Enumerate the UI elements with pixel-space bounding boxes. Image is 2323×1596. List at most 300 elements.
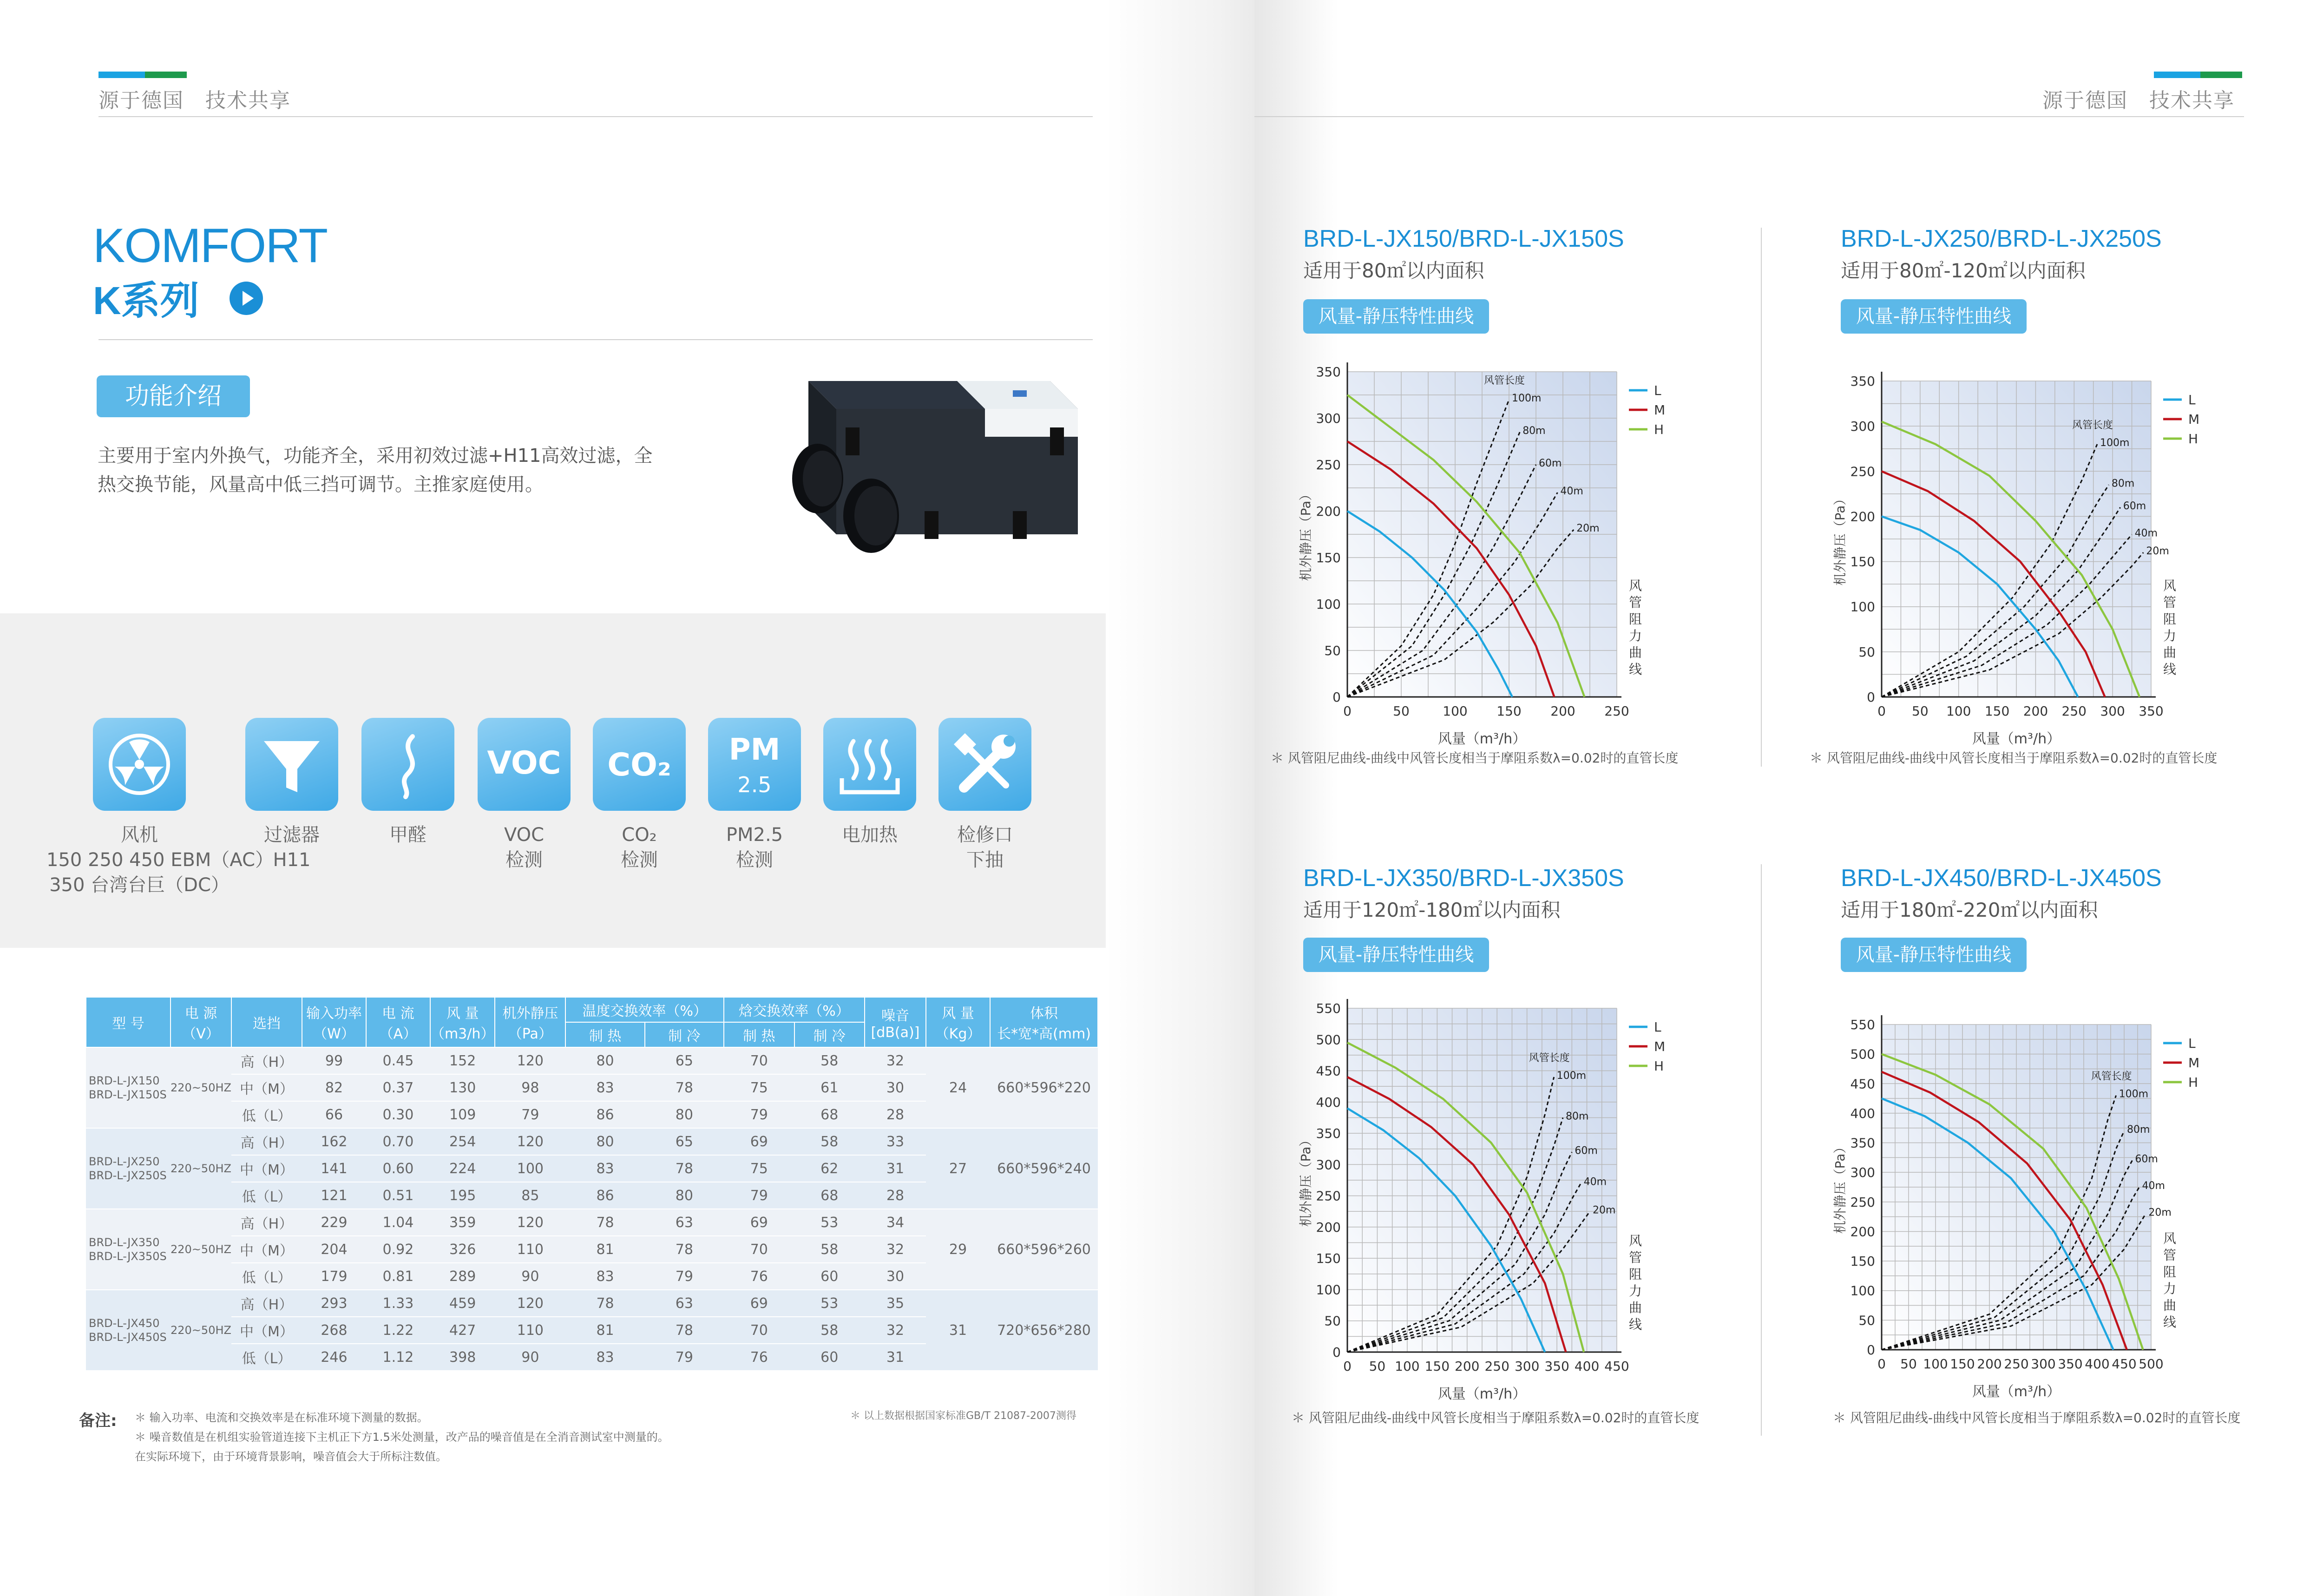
cell-gear: 低（L） [231, 1344, 302, 1371]
cell-value: 1.22 [366, 1317, 430, 1344]
x-tick-label: 250 [2004, 1356, 2029, 1372]
note-item: 在实际环境下，由于环境背景影响，噪音值会大于所标注数值。 [135, 1450, 447, 1463]
feature-voc-line1: VOC [504, 824, 545, 846]
header-accent-green [145, 72, 187, 78]
cell-value: 33 [865, 1128, 926, 1155]
duct-side-label: 力 [1628, 628, 1642, 644]
y-tick-label: 400 [1316, 1094, 1341, 1110]
cell-value: 359 [430, 1209, 495, 1236]
cell-value: 78 [645, 1317, 724, 1344]
cell-value: 58 [794, 1317, 865, 1344]
x-tick-label: 400 [1574, 1359, 1600, 1374]
cell-value: 53 [794, 1290, 865, 1317]
cell-value: 69 [724, 1290, 794, 1317]
duct-side-label: 风 [2163, 578, 2177, 593]
cell-value: 32 [865, 1047, 926, 1074]
cell-value: 30 [865, 1263, 926, 1290]
th-enth-cool: 制 冷 [794, 1022, 865, 1047]
duct-length-label: 40m [2142, 1180, 2165, 1192]
duct-side-label: 阻 [1628, 1267, 1642, 1282]
cell-value: 79 [495, 1101, 565, 1128]
y-tick-label: 200 [1316, 1219, 1341, 1235]
y-tick-label: 550 [1316, 1001, 1341, 1016]
cell-value: 0.70 [366, 1128, 430, 1155]
th-enth-eff: 焓交换效率（%） [724, 997, 865, 1022]
fan-icon [93, 718, 186, 811]
right-header-tagline: 源于德国 技术共享 [2042, 89, 2235, 112]
duct-side-label: 曲 [1628, 645, 1642, 660]
duct-side-label: 管 [1628, 595, 1642, 610]
y-tick-label: 350 [1850, 1135, 1875, 1151]
duct-length-label: 80m [1522, 425, 1546, 437]
cell-value: 224 [430, 1155, 495, 1182]
chart-tag-250: 风量-静压特性曲线 [1841, 299, 2027, 334]
cell-value: 83 [565, 1074, 644, 1101]
cell-volume: 720*656*280 [990, 1290, 1098, 1371]
cell-value: 78 [645, 1074, 724, 1101]
cell-value: 62 [794, 1155, 865, 1182]
cell-value: 1.04 [366, 1209, 430, 1236]
duct-length-title: 风管长度 [2091, 1071, 2132, 1083]
x-tick-label: 0 [1877, 1356, 1886, 1372]
duct-length-label: 40m [1560, 486, 1583, 497]
cell-value: 63 [645, 1209, 724, 1236]
cell-value: 0.51 [366, 1182, 430, 1209]
cell-weight: 24 [926, 1047, 990, 1128]
model-title-250: BRD-L-JX250/BRD-L-JX250S [1841, 225, 2162, 252]
y-tick-label: 500 [1850, 1046, 1875, 1062]
cell-value: 459 [430, 1290, 495, 1317]
x-tick-label: 450 [1604, 1359, 1629, 1374]
cell-volume: 660*596*240 [990, 1128, 1098, 1209]
cell-value: 0.30 [366, 1101, 430, 1128]
x-tick-label: 150 [1984, 703, 2010, 719]
right-header-accent-blue [2154, 72, 2200, 78]
x-tick-label: 500 [2139, 1356, 2164, 1372]
cell-value: 78 [645, 1155, 724, 1182]
cell-value: 120 [495, 1128, 565, 1155]
notes-label: 备注: [79, 1412, 117, 1430]
cell-value: 75 [724, 1074, 794, 1101]
duct-length-title: 风管长度 [2072, 420, 2113, 431]
x-tick-label: 100 [1946, 703, 1971, 719]
table-row [86, 1209, 1098, 1236]
x-axis-label: 风量（m³/h） [1437, 1386, 1527, 1402]
duct-length-label: 20m [2148, 1207, 2172, 1219]
cell-volume: 660*596*220 [990, 1047, 1098, 1128]
cell-value: 68 [794, 1182, 865, 1209]
x-tick-label: 250 [1604, 703, 1629, 719]
cell-value: 109 [430, 1101, 495, 1128]
cell-weight: 29 [926, 1209, 990, 1290]
model-name: BRD-L-JX250S [89, 1169, 167, 1182]
legend-label-L: L [2188, 1036, 2196, 1051]
cell-value: 65 [645, 1128, 724, 1155]
cell-value: 120 [495, 1209, 565, 1236]
cell-value: 53 [794, 1209, 865, 1236]
x-tick-label: 100 [1443, 703, 1468, 719]
model-name: BRD-L-JX250 [89, 1155, 160, 1168]
cell-value: 120 [495, 1047, 565, 1074]
x-tick-label: 200 [1455, 1359, 1480, 1374]
duct-length-label: 20m [2146, 545, 2169, 558]
y-tick-label: 250 [1316, 1188, 1341, 1204]
cell-value: 0.81 [366, 1263, 430, 1290]
cell-value: 30 [865, 1074, 926, 1101]
th-noise: 噪音 [dB(a)] [865, 997, 926, 1047]
table-row [86, 1290, 1098, 1317]
feature-label-heater [823, 822, 916, 847]
cell-value: 81 [565, 1317, 644, 1344]
cell-value: 152 [430, 1047, 495, 1074]
product-image [753, 362, 1106, 581]
y-tick-label: 300 [1316, 411, 1341, 426]
legend-label-M: M [2188, 1055, 2200, 1071]
x-tick-label: 300 [1514, 1359, 1540, 1374]
th-volume: 体积 长*宽*高(mm) [990, 997, 1098, 1047]
model-title-350: BRD-L-JX350/BRD-L-JX350S [1303, 865, 1624, 892]
cell-value: 80 [565, 1047, 644, 1074]
duct-side-label: 阻 [2163, 1264, 2177, 1280]
x-tick-label: 100 [1395, 1359, 1420, 1374]
x-tick-label: 50 [1393, 703, 1410, 719]
x-tick-label: 200 [2023, 703, 2048, 719]
feature-fan-line1: 风机 [121, 824, 158, 846]
feature-fan-line2: 150 250 450 EBM（AC） [46, 849, 274, 871]
duct-side-label: 力 [1628, 1283, 1642, 1299]
cell-power: 220~50HZ [171, 1128, 231, 1209]
feature-service-line1: 检修口 [957, 824, 1013, 846]
duct-side-label: 曲 [2163, 1298, 2177, 1313]
duct-length-label: 100m [1556, 1070, 1587, 1082]
chart-footnote-450: ＊ 风管阻尼曲线-曲线中风管长度相当于摩阻系数λ=0.02时的直管长度 [1833, 1410, 2241, 1425]
y-tick-label: 400 [1850, 1105, 1875, 1121]
cell-value: 31 [865, 1155, 926, 1182]
table-row [86, 1128, 1098, 1155]
y-tick-label: 300 [1850, 1165, 1875, 1181]
pm25-icon [708, 718, 801, 811]
duct-length-label: 20m [1576, 523, 1600, 534]
cell-value: 80 [565, 1128, 644, 1155]
cell-value: 90 [495, 1344, 565, 1371]
cell-value: 268 [302, 1317, 366, 1344]
cell-value: 76 [724, 1344, 794, 1371]
cell-value: 58 [794, 1128, 865, 1155]
y-tick-label: 0 [1867, 1342, 1875, 1358]
y-tick-label: 450 [1316, 1063, 1341, 1079]
cell-gear: 中（M） [231, 1236, 302, 1263]
duct-side-label: 管 [2163, 595, 2177, 610]
cell-value: 78 [645, 1236, 724, 1263]
model-title-450: BRD-L-JX450/BRD-L-JX450S [1841, 865, 2162, 892]
chart-separator-top [1761, 228, 1762, 767]
y-tick-label: 200 [1850, 1224, 1875, 1240]
feature-label-co2 [593, 822, 686, 873]
duct-length-label: 80m [2127, 1124, 2150, 1136]
cell-value: 204 [302, 1236, 366, 1263]
cell-value: 1.12 [366, 1344, 430, 1371]
feature-label-voc [478, 822, 571, 873]
x-tick-label: 400 [2085, 1356, 2110, 1372]
cell-value: 63 [645, 1290, 724, 1317]
th-model: 型 号 [86, 997, 171, 1047]
cell-value: 195 [430, 1182, 495, 1209]
duct-length-label: 40m [2134, 527, 2158, 539]
cell-value: 100 [495, 1155, 565, 1182]
cell-value: 81 [565, 1236, 644, 1263]
y-tick-label: 450 [1850, 1076, 1875, 1092]
cell-value: 110 [495, 1317, 565, 1344]
legend-label-M: M [1654, 402, 1666, 418]
right-header-accent-green [2200, 72, 2242, 78]
duct-side-label: 线 [2163, 1314, 2177, 1330]
play-icon[interactable] [230, 282, 263, 315]
feature-label-formaldehyde [361, 822, 454, 847]
notes-list [135, 1408, 669, 1466]
x-axis-label: 风量（m³/h） [1437, 731, 1527, 747]
cell-gear: 高（H） [231, 1047, 302, 1074]
cell-value: 60 [794, 1263, 865, 1290]
x-axis-label: 风量（m³/h） [1972, 731, 2061, 747]
cell-value: 61 [794, 1074, 865, 1101]
feature-service-line2: 下抽 [966, 849, 1004, 871]
duct-side-label: 管 [1628, 1250, 1642, 1265]
y-tick-label: 200 [1316, 504, 1341, 519]
duct-length-label: 80m [1566, 1110, 1589, 1123]
cell-value: 34 [865, 1209, 926, 1236]
cell-value: 98 [495, 1074, 565, 1101]
cell-gear: 中（M） [231, 1155, 302, 1182]
table-row [86, 1047, 1098, 1074]
y-tick-label: 100 [1850, 599, 1875, 615]
cell-value: 58 [794, 1236, 865, 1263]
pm-badge: PM [728, 733, 781, 767]
legend-label-M: M [1654, 1039, 1666, 1054]
chart-450 [1826, 1006, 2244, 1415]
duct-length-title: 风管长度 [1529, 1052, 1570, 1064]
y-tick-label: 350 [1850, 374, 1875, 389]
chart-separator-bottom [1761, 864, 1762, 1436]
y-tick-label: 100 [1316, 1282, 1341, 1298]
legend-label-M: M [2188, 412, 2200, 427]
cell-value: 69 [724, 1209, 794, 1236]
duct-side-label: 力 [2163, 1281, 2177, 1296]
feature-voc-line2: 检测 [505, 849, 543, 871]
cell-model [86, 1290, 171, 1371]
y-tick-label: 150 [1316, 1251, 1341, 1267]
chart-footnote-150: ＊ 风管阻尼曲线-曲线中风管长度相当于摩阻系数λ=0.02时的直管长度 [1271, 750, 1679, 766]
voc-icon [478, 718, 571, 811]
x-tick-label: 0 [1877, 703, 1886, 719]
y-axis-label: 机外静压（Pa） [1298, 487, 1313, 581]
y-tick-label: 100 [1316, 597, 1341, 612]
duct-length-label: 60m [2123, 500, 2146, 512]
formaldehyde-icon [361, 718, 454, 811]
cell-value: 179 [302, 1263, 366, 1290]
cell-value: 65 [645, 1047, 724, 1074]
cell-value: 229 [302, 1209, 366, 1236]
duct-side-label: 风 [2163, 1231, 2177, 1246]
x-tick-label: 50 [1369, 1359, 1386, 1374]
cell-value: 80 [645, 1182, 724, 1209]
y-tick-label: 300 [1850, 419, 1875, 434]
y-tick-label: 50 [1324, 643, 1341, 658]
x-tick-label: 350 [2139, 703, 2164, 719]
legend-label-H: H [2188, 431, 2198, 447]
x-tick-label: 250 [2061, 703, 2087, 719]
duct-side-label: 阻 [1628, 611, 1642, 627]
cell-model [86, 1209, 171, 1290]
model-name: BRD-L-JX150 [89, 1074, 160, 1087]
y-tick-label: 250 [1850, 1194, 1875, 1210]
cell-gear: 中（M） [231, 1074, 302, 1101]
cell-value: 0.37 [366, 1074, 430, 1101]
title-divider [98, 339, 1093, 340]
model-area-250: 适用于80㎡-120㎡以内面积 [1841, 259, 2086, 282]
feature-fan-line3: 350 台湾台巨（DC） [49, 874, 230, 896]
cell-value: 130 [430, 1074, 495, 1101]
y-tick-label: 0 [1332, 690, 1341, 705]
duct-side-label: 线 [1628, 1317, 1642, 1332]
feature-formaldehyde-line1: 甲醛 [389, 824, 427, 846]
voc-badge: VOC [487, 745, 561, 782]
x-tick-label: 300 [2031, 1356, 2056, 1372]
legend-label-H: H [1654, 422, 1664, 437]
feature-heater-line1: 电加热 [842, 824, 898, 846]
legend-label-H: H [2188, 1075, 2198, 1090]
cell-weight: 27 [926, 1128, 990, 1209]
cell-gear: 高（H） [231, 1290, 302, 1317]
model-area-450: 适用于180㎡-220㎡以内面积 [1841, 899, 2098, 921]
feature-co2-line2: 检测 [621, 849, 658, 871]
duct-side-label: 线 [1628, 662, 1642, 677]
chart-tag-450: 风量-静压特性曲线 [1841, 938, 2027, 972]
right-header-divider [1254, 116, 2244, 117]
model-title-150: BRD-L-JX150/BRD-L-JX150S [1303, 225, 1624, 252]
feature-pm25-line2: 检测 [736, 849, 773, 871]
th-weight: 风 量 （Kg） [926, 997, 990, 1047]
model-name: BRD-L-JX450 [89, 1317, 160, 1330]
duct-length-label: 60m [1539, 458, 1562, 469]
cell-power: 220~50HZ [171, 1047, 231, 1128]
y-tick-label: 200 [1850, 509, 1875, 525]
brand-title: KOMFORT [93, 219, 328, 273]
cell-value: 75 [724, 1155, 794, 1182]
cell-value: 60 [794, 1344, 865, 1371]
x-tick-label: 50 [1912, 703, 1929, 719]
cell-value: 83 [565, 1263, 644, 1290]
y-tick-label: 100 [1850, 1283, 1875, 1299]
legend-label-L: L [1654, 383, 1661, 398]
cell-value: 28 [865, 1101, 926, 1128]
spec-table [85, 997, 1098, 1371]
x-tick-label: 0 [1343, 703, 1352, 719]
th-airflow: 风 量 （m3/h） [430, 997, 495, 1047]
header-divider [98, 116, 1093, 117]
y-tick-label: 50 [1324, 1313, 1341, 1329]
model-name: BRD-L-JX350S [89, 1250, 167, 1263]
cell-value: 69 [724, 1128, 794, 1155]
cell-value: 0.45 [366, 1047, 430, 1074]
feature-pm25-line1: PM2.5 [726, 824, 783, 846]
th-power: 电 源 （V） [171, 997, 231, 1047]
chart-250 [1826, 362, 2244, 762]
cell-value: 79 [724, 1182, 794, 1209]
cell-value: 427 [430, 1317, 495, 1344]
feature-label-pm25 [708, 822, 801, 873]
cell-value: 70 [724, 1047, 794, 1074]
x-tick-label: 100 [1923, 1356, 1948, 1372]
cell-model [86, 1128, 171, 1209]
duct-side-label: 风 [1628, 1233, 1642, 1248]
cell-value: 326 [430, 1236, 495, 1263]
y-tick-label: 0 [1332, 1345, 1341, 1360]
duct-length-label: 20m [1593, 1204, 1616, 1216]
cell-value: 66 [302, 1101, 366, 1128]
cell-value: 120 [495, 1290, 565, 1317]
cell-value: 31 [865, 1344, 926, 1371]
duct-length-label: 40m [1583, 1176, 1607, 1188]
duct-length-label: 80m [2111, 478, 2135, 490]
cell-value: 0.60 [366, 1155, 430, 1182]
model-name: BRD-L-JX350 [89, 1236, 160, 1249]
chart-footnote-250: ＊ 风管阻尼曲线-曲线中风管长度相当于摩阻系数λ=0.02时的直管长度 [1810, 750, 2218, 766]
cell-value: 99 [302, 1047, 366, 1074]
x-tick-label: 200 [1550, 703, 1575, 719]
cell-value: 35 [865, 1290, 926, 1317]
y-tick-label: 150 [1316, 550, 1341, 565]
cell-value: 28 [865, 1182, 926, 1209]
y-tick-label: 50 [1858, 644, 1875, 660]
cell-value: 78 [565, 1290, 644, 1317]
cell-value: 70 [724, 1317, 794, 1344]
x-axis-label: 风量（m³/h） [1972, 1384, 2061, 1400]
duct-side-label: 线 [2163, 662, 2177, 677]
standard-note: ＊ 以上数据根据国家标准GB/T 21087-2007测得 [850, 1410, 1076, 1422]
cell-value: 83 [565, 1155, 644, 1182]
y-axis-label: 机外静压（Pa） [1832, 1140, 1848, 1234]
cell-value: 246 [302, 1344, 366, 1371]
duct-side-label: 风 [1628, 578, 1642, 593]
y-tick-label: 150 [1850, 554, 1875, 570]
cell-volume: 660*596*260 [990, 1209, 1098, 1290]
duct-side-label: 管 [2163, 1248, 2177, 1263]
feature-filter-line2: H11 [273, 849, 311, 871]
cell-value: 32 [865, 1317, 926, 1344]
y-tick-label: 0 [1867, 690, 1875, 705]
cell-value: 58 [794, 1047, 865, 1074]
cell-value: 80 [645, 1101, 724, 1128]
cell-value: 78 [565, 1209, 644, 1236]
y-tick-label: 500 [1316, 1032, 1341, 1048]
duct-side-label: 曲 [2163, 645, 2177, 660]
y-tick-label: 150 [1850, 1254, 1875, 1269]
th-gear: 选挡 [231, 997, 302, 1047]
y-axis-label: 机外静压（Pa） [1298, 1133, 1313, 1227]
model-name: BRD-L-JX450S [89, 1331, 167, 1344]
y-tick-label: 300 [1316, 1157, 1341, 1173]
note-item: ＊ 噪音数值是在机组实验管道连接下主机正下方1.5米处测量，改产品的噪音值是在全消音测试室中测量的。 [135, 1431, 669, 1444]
x-tick-label: 250 [1484, 1359, 1509, 1374]
cell-value: 121 [302, 1182, 366, 1209]
cell-value: 0.92 [366, 1236, 430, 1263]
chart-tag-350: 风量-静压特性曲线 [1303, 938, 1489, 972]
header-tagline: 源于德国 技术共享 [98, 89, 291, 112]
y-tick-label: 550 [1850, 1017, 1875, 1032]
intro-tag: 功能介绍 [97, 375, 250, 417]
th-temp-heat: 制 热 [565, 1022, 644, 1047]
header-accent-blue [98, 72, 145, 78]
